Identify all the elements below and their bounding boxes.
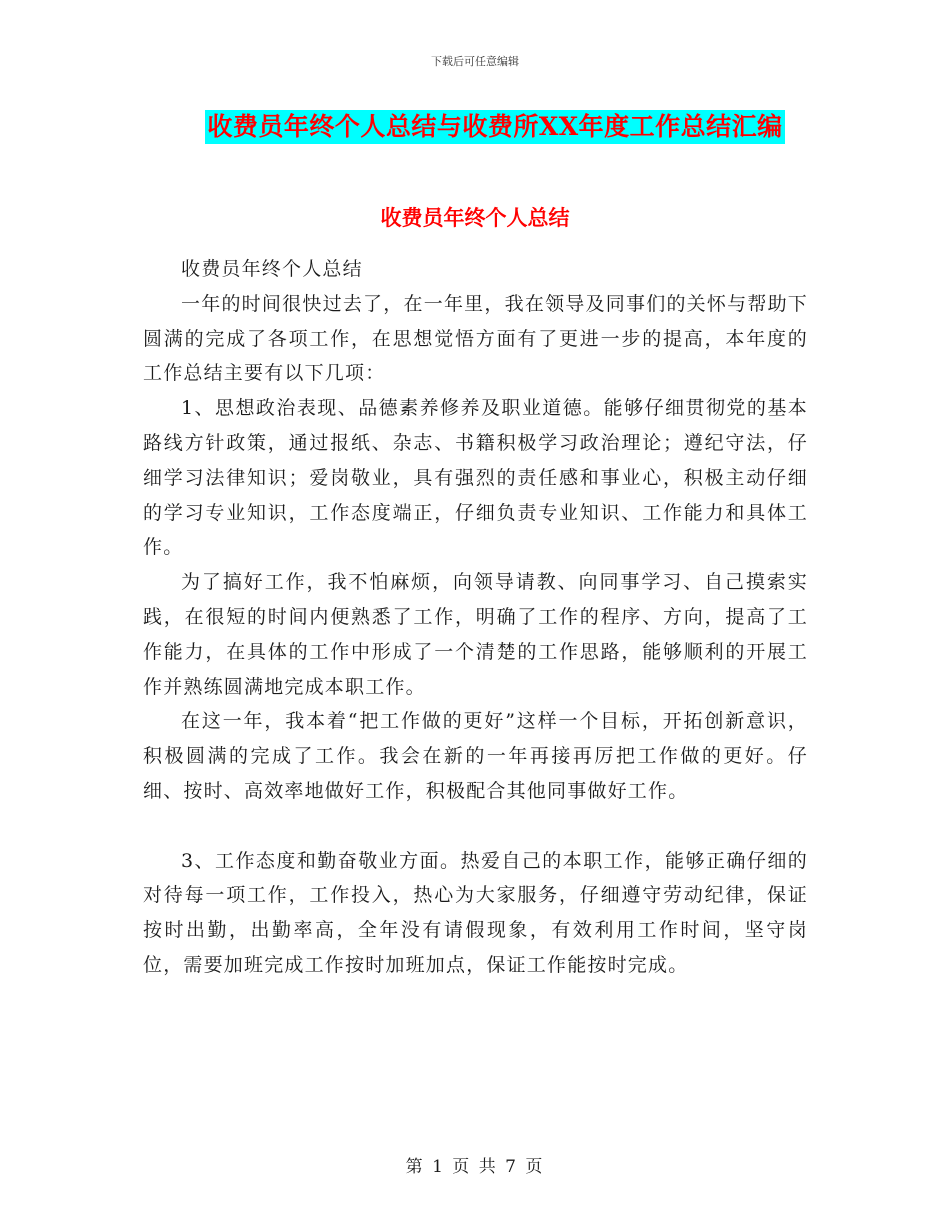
body-text [143,252,808,983]
header-note: 下载后可任意编辑 [431,55,519,68]
paragraph-political: 1、思想政治表现、品德素养修养及职业道德。能够仔细贯彻党的基本路线方针政策，通过报纸、杂志、书籍积极学习政治理论；遵纪守法，仔细学习法律知识；爱岗敬业，具有强烈的责任感和事业心，积极主动仔细的学习专业知识，工作态度端正，仔细负责专业知识、工作能力和具体工作。 [143,397,808,559]
page-footer: 第 1 页 共 7 页 [405,1157,545,1177]
section-title: 收费员年终个人总结 [380,205,570,230]
paragraph-attitude: 3、工作态度和勤奋敬业方面。热爱自己的本职工作，能够正确仔细的对待每一项工作，工作投入，热心为大家服务，仔细遵守劳动纪律，保证按时出勤，出勤率高，全年没有请假现象，有效利用工作时间，坚守岗位，需要加班完成工作按时加班加点，保证工作能按时完成。 [143,849,808,976]
paragraph-intro: 一年的时间很快过去了，在一年里，我在领导及同事们的关怀与帮助下圆满的完成了各项工作，在思想觉悟方面有了更进一步的提高，本年度的工作总结主要有以下几项： [143,292,808,385]
paragraph-heading: 收费员年终个人总结 [181,258,363,280]
main-title: 收费员年终个人总结与收费所XX年度工作总结汇编 [205,110,784,144]
main-title-container [0,110,950,144]
paragraph-learning: 为了搞好工作，我不怕麻烦，向领导请教、向同事学习、自己摸索实践，在很短的时间内便熟悉了工作，明确了工作的程序、方向，提高了工作能力，在具体的工作中形成了一个清楚的工作思路，能够顺利的开展工作并熟练圆满地完成本职工作。 [143,571,808,698]
paragraph-goal: 在这一年，我本着“把工作做的更好”这样一个目标，开拓创新意识，积极圆满的完成了工作。我会在新的一年再接再厉把工作做的更好。仔细、按时、高效率地做好工作，积极配合其他同事做好工作。 [143,710,808,802]
